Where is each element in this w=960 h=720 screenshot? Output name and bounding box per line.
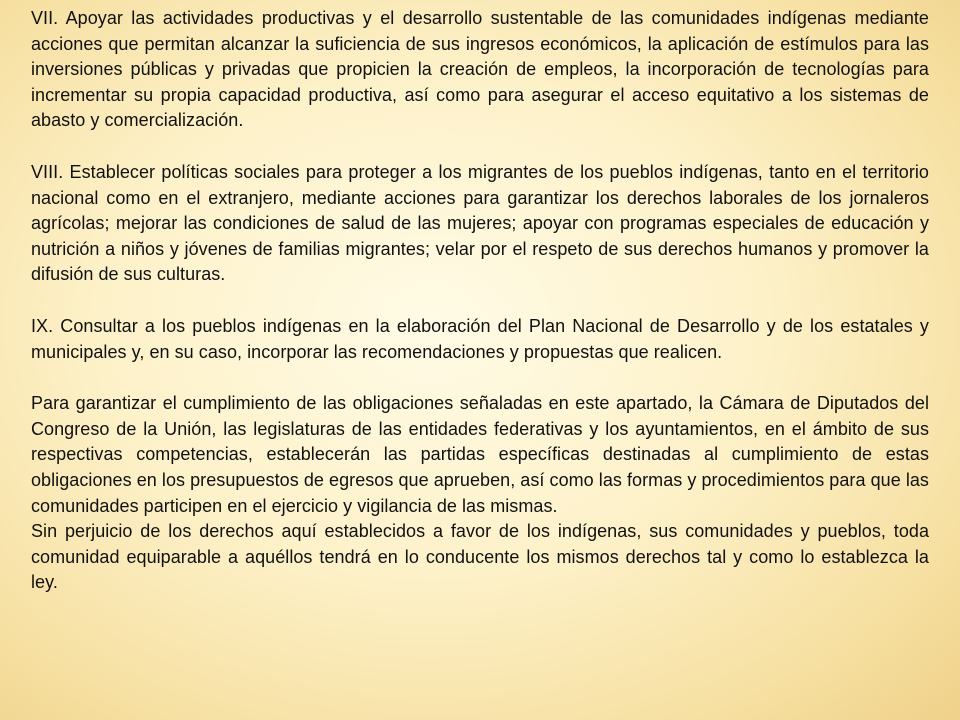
paragraph-vii: VII. Apoyar las actividades productivas y el desarrollo sustentable de las comunidades indígenas mediante acciones que permitan alcanzar la suficiencia de sus ingresos económicos, la aplicación de estímulos para las inversiones públicas y privadas que propicien la creación de empleos, la incorporación de tecnologías para incrementar su propia capacidad productiva, así como para asegurar el acceso equitativo a los sistemas de abasto y comercialización. — [31, 8, 929, 131]
paragraph-viii: VIII. Establecer políticas sociales para proteger a los migrantes de los pueblos indígenas, tanto en el territorio nacional como en el extranjero, mediante acciones para garantizar los derechos laborales de los jornaleros agrícolas; mejorar las condiciones de salud de las mujeres; apoyar con programas especiales de educación y nutrición a niños y jóvenes de familias migrantes; velar por el respeto de sus derechos humanos y promover la difusión de sus culturas. — [31, 161, 929, 285]
slide-text-body — [31, 6, 929, 596]
paragraph-equivalent-communities: Sin perjuicio de los derechos aquí establecidos a favor de los indígenas, sus comunidades y pueblos, toda comunidad equiparable a aquéllos tendrá en lo conducente los mismos derechos tal y como lo establezca la ley. — [31, 521, 929, 593]
paragraph-obligations: Para garantizar el cumplimiento de las obligaciones señaladas en este apartado, la Cámara de Diputados del Congreso de la Unión, las legislaturas de las entidades federativas y los ayuntamientos, en el ámbito de sus respectivas competencias, establecerán las partidas específicas destinadas al cumplimiento de estas obligaciones en los presupuestos de egresos que aprueben, así como las formas y procedimientos para que las comunidades participen en el ejercicio y vigilancia de las mismas. — [31, 393, 929, 516]
paragraph-ix: IX. Consultar a los pueblos indígenas en la elaboración del Plan Nacional de Desarrollo y de los estatales y municipales y, en su caso, incorporar las recomendaciones y propuestas que realicen. — [31, 315, 929, 362]
